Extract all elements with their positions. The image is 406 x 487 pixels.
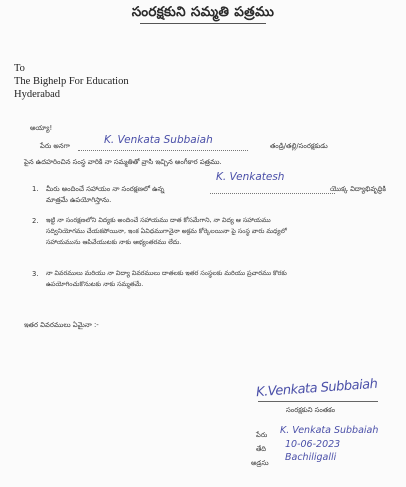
guardian-signature: K.Venkata Subbaiah: [255, 376, 378, 401]
item-2-line-b: సద్వినియోగము చేయకపోయినా, ఇంక ఏవిధముగానైనా అక్రమ కోర్కెలయినా పై సంస్థ వారు మధ్యలో: [46, 228, 287, 235]
recipient-city: Hyderabad: [14, 89, 61, 100]
footer-date-value: 10-06-2023: [285, 439, 341, 450]
guardian-name-blank: [78, 150, 248, 151]
recipient-org: The Bighelp For Education: [14, 76, 129, 87]
item-2-number: 2.: [32, 217, 39, 225]
item-2-line-a: ఇట్టి నా సంరక్షణలోని విద్యకు అందించే సహాయము దాత కోసమేగాని, నా విద్య ఆ సహాయము: [46, 217, 271, 224]
footer-name-value: K. Venkata Subbaiah: [280, 425, 379, 436]
signature-caption: సంరక్షకుని సంతకం: [286, 406, 336, 414]
student-name-blank: [210, 193, 335, 194]
item-2-line-c: సహాయమును ఆపివేయుటకు నాకు అభ్యంతరము లేదు.: [46, 239, 182, 246]
item-1-number: 1.: [32, 185, 39, 193]
title-underline: [140, 23, 266, 24]
intro-sentence: పైన ఉదహరించిన సంస్థ వారికి నా సమ్మతితో వ్రాసి ఇచ్చిన అంగీకార పత్రము.: [24, 158, 222, 166]
other-details-label: ఇతర వివరములు ఏమైనా :-: [24, 321, 99, 329]
guardian-name-handwritten: K. Venkata Subbaiah: [104, 134, 213, 146]
student-name-handwritten: K. Venkatesh: [216, 171, 285, 183]
footer-name-label: పేరు: [256, 431, 268, 439]
item-3-line-b: ఉపయోగించుకొనుటకు నాకు సమ్మతమే.: [46, 281, 144, 288]
relation-label: తండ్రి/తల్లి/సంరక్షకుడు: [270, 142, 328, 150]
name-prefix-label: పేరు అనగా: [40, 142, 70, 150]
to-label: To: [14, 63, 25, 74]
item-1-text-b: యొక్క విద్యాభివృద్ధికి: [330, 185, 386, 193]
footer-address-label: అడ్రసు: [251, 459, 269, 467]
signature-underline: [258, 401, 378, 402]
footer-address-value: Bachiligalli: [285, 452, 337, 463]
salutation: అయ్యా!: [30, 124, 53, 132]
item-1-text-c: మాత్రమే ఉపయోగిస్తాను.: [46, 196, 112, 204]
form-title: సంరక్షకుని సమ్మతి పత్రము: [131, 4, 275, 20]
item-1-text-a: మీరు అందించే సహాయం నా సంరక్షణలో ఉన్న: [46, 185, 165, 193]
item-3-number: 3.: [32, 270, 39, 278]
footer-date-label: తేది: [256, 445, 267, 453]
item-3-line-a: నా వివరములు మరియు నా విద్యా వివరములు దాతలకు ఇతర సంస్థలకు మరియు ప్రచారము కొరకు: [46, 270, 287, 277]
